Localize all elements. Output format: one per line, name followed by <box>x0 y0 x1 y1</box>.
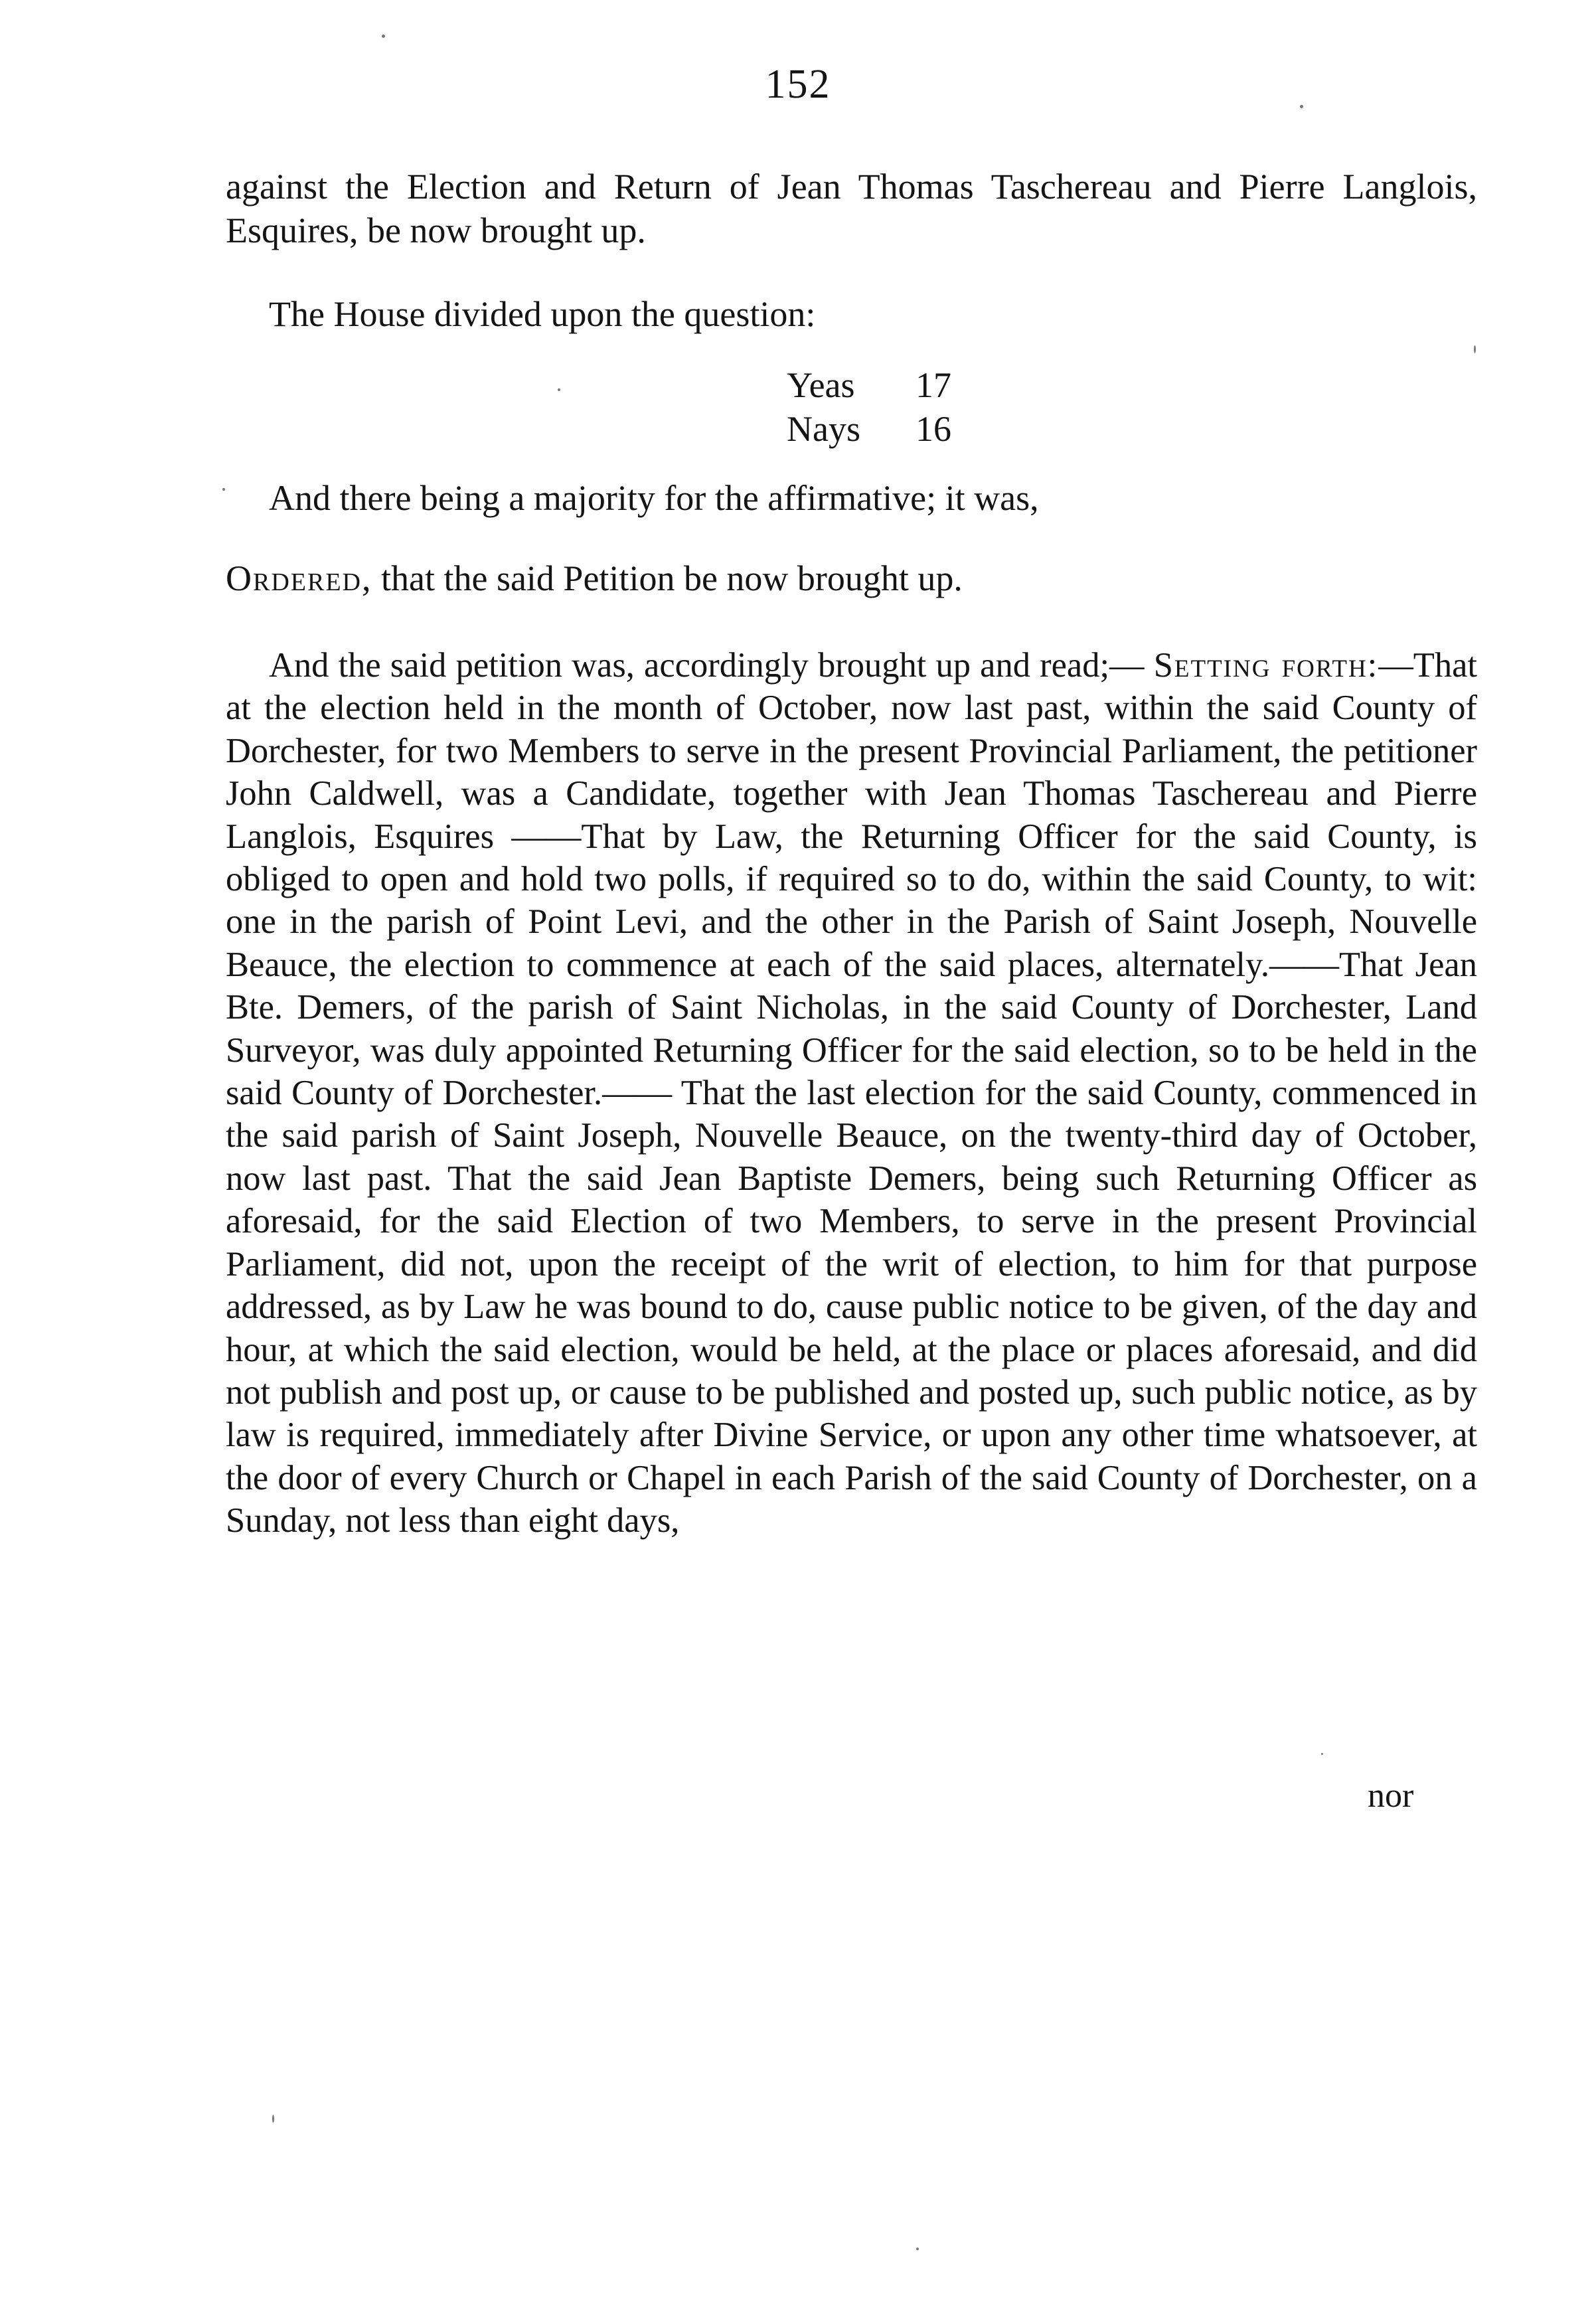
paper-speck <box>272 2115 274 2123</box>
nays-row <box>787 407 951 451</box>
paper-speck <box>1300 105 1303 108</box>
vote-tally <box>787 363 951 451</box>
paper-speck <box>916 2248 919 2250</box>
yeas-label: Yeas <box>787 365 855 405</box>
majority-line: And there being a majority for the affirmative; it was, <box>269 478 1039 518</box>
paper-speck <box>1321 1753 1323 1755</box>
ordered-text: that the said Petition be now brought up. <box>381 558 963 598</box>
nays-count: 16 <box>916 409 951 449</box>
setting-forth-label: Setting forth: <box>1153 646 1379 685</box>
catchword: nor <box>1368 1777 1414 1815</box>
yeas-row <box>787 363 951 407</box>
paper-speck <box>222 488 225 491</box>
house-divided-line: The House divided upon the question: <box>269 294 816 334</box>
page-number: 152 <box>765 62 831 107</box>
petition-body: —That at the election held in the month of October, now last past, within the said County of Dorchester, for two Members to serve in the present Provincial Parliament, the petitioner John Caldwell, was a Candidate, together with Jean Thomas Taschereau and Pierre Langlois, Esquires ——That by Law, the Returning Officer for the said County, is obliged to open and hold two polls, if required so to do, within the said County, to wit: one in the parish of Point Levi, and the other in the Parish of Saint Joseph, Nouvelle Beauce, the election to commence at each of the said places, alternately.——That Jean Bte. Demers, of the parish of Saint Nicholas, in the said County of Dorchester, Land Surveyor, was duly appointed Returning Officer for the said election, so to be held in the said County of Dorchester.—— That the last election for the said County, commenced in the said parish of Saint Joseph, Nouvelle Beauce, on the twenty-third day of October, now last past. That the said Jean Baptiste Demers, being such Returning Officer as aforesaid, for the said Election of two Members, to serve in the present Provincial Parliament, did not, upon the receipt of the writ of election, to him for that purpose addressed, as by Law he was bound to do, cause public notice to be given, of the day and hour, at which the said election, would be held, at the place or places aforesaid, and did not publish and post up, or cause to be published and posted up, such public notice, as by law is required, immediately after Divine Service, or upon any other time whatsoever, at the door of every Church or Chapel in each Parish of the said County of Dorchester, on a Sunday, not less than eight days, <box>226 646 1477 1540</box>
yeas-count: 17 <box>916 365 951 405</box>
petition-paragraph <box>226 644 1477 1542</box>
paper-speck <box>382 35 385 38</box>
nays-label: Nays <box>787 409 860 449</box>
ordered-line <box>226 556 1477 600</box>
paper-speck <box>558 388 560 391</box>
paper-speck <box>1474 345 1476 353</box>
petition-intro: And the said petition was, accordingly brought up and read;— <box>269 646 1145 685</box>
ordered-label: Ordered, <box>226 558 372 598</box>
continuation-paragraph: against the Election and Return of Jean Thomas Taschereau and Pierre Langlois, Esquires, be now brought up. <box>226 167 1477 250</box>
